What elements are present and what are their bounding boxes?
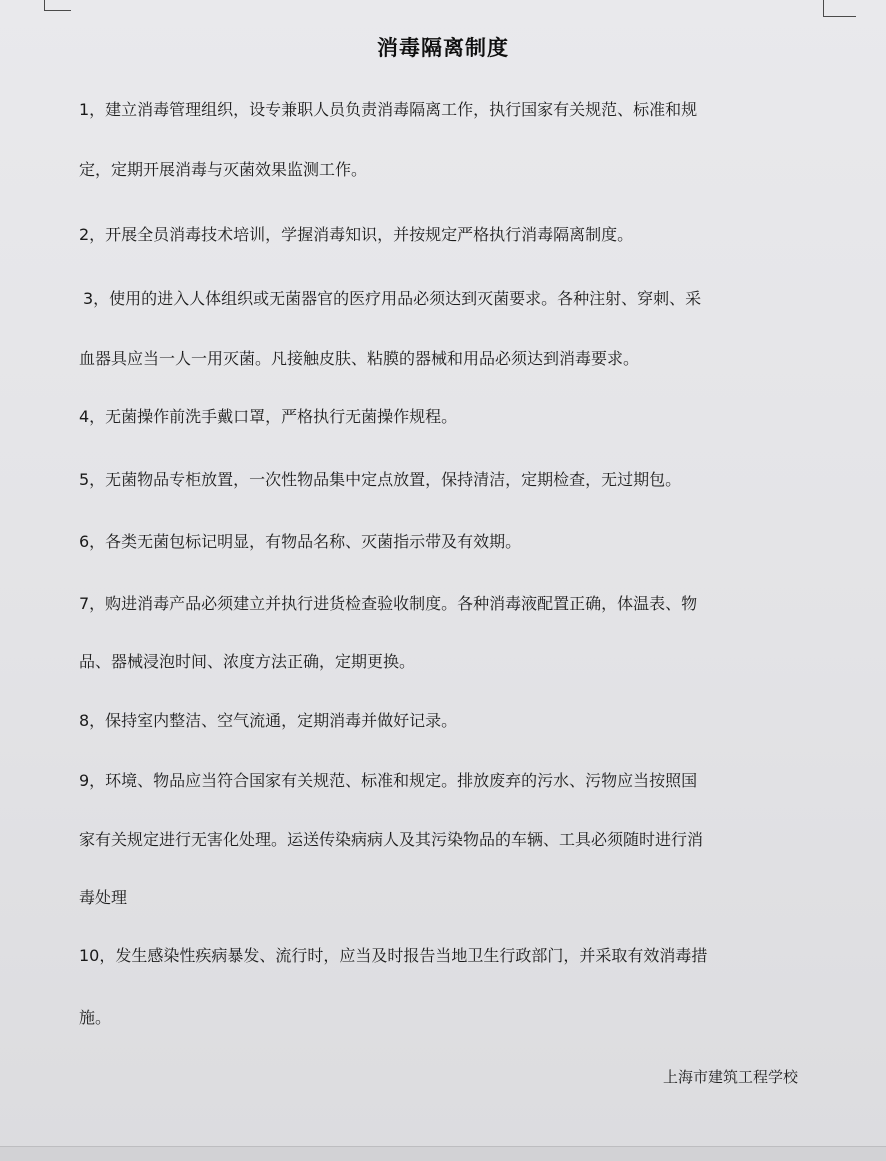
paragraph-4: 4，无菌操作前洗手戴口罩，严格执行无菌操作规程。 bbox=[79, 407, 458, 426]
issuer-signature: 上海市建筑工程学校 bbox=[662, 1068, 798, 1086]
page-bottom-edge bbox=[0, 1146, 886, 1161]
document-title: 消毒隔离制度 bbox=[377, 36, 509, 60]
paragraph-5: 5，无菌物品专柜放置，一次性物品集中定点放置，保持清洁，定期检查，无过期包。 bbox=[79, 470, 682, 489]
paragraph-9-line-1: 9，环境、物品应当符合国家有关规范、标准和规定。排放废弃的污水、污物应当按照国 bbox=[79, 771, 698, 790]
paragraph-8: 8，保持室内整洁、空气流通，定期消毒并做好记录。 bbox=[79, 711, 458, 730]
paragraph-3-line-2: 血器具应当一人一用灭菌。凡接触皮肤、粘膜的器械和用品必须达到消毒要求。 bbox=[79, 349, 640, 368]
page-corner-mark-right bbox=[823, 0, 856, 17]
page-corner-mark-left bbox=[44, 0, 71, 11]
paragraph-7-line-1: 7，购进消毒产品必须建立并执行进货检查验收制度。各种消毒液配置正确，体温表、物 bbox=[79, 594, 698, 613]
paragraph-2: 2，开展全员消毒技术培训，学握消毒知识，并按规定严格执行消毒隔离制度。 bbox=[79, 225, 634, 244]
paragraph-3-line-1: 3，使用的进入人体组织或无菌器官的医疗用品必须达到灭菌要求。各种注射、穿刺、采 bbox=[83, 289, 702, 308]
paragraph-9-line-3: 毒处理 bbox=[79, 888, 128, 907]
paragraph-1-line-1: 1，建立消毒管理组织，设专兼职人员负责消毒隔离工作，执行国家有关规范、标准和规 bbox=[79, 100, 698, 119]
paragraph-6: 6，各类无菌包标记明显，有物品名称、灭菌指示带及有效期。 bbox=[79, 532, 522, 551]
paragraph-10-line-1: 10，发生感染性疾病暴发、流行时，应当及时报告当地卫生行政部门，并采取有效消毒措 bbox=[79, 946, 708, 965]
paragraph-7-line-2: 品、器械浸泡时间、浓度方法正确，定期更换。 bbox=[79, 652, 416, 671]
paragraph-1-line-2: 定，定期开展消毒与灭菌效果监测工作。 bbox=[79, 160, 368, 179]
paragraph-10-line-2: 施。 bbox=[79, 1008, 112, 1027]
paragraph-9-line-2: 家有关规定进行无害化处理。运送传染病病人及其污染物品的车辆、工具必须随时进行消 bbox=[79, 830, 704, 849]
